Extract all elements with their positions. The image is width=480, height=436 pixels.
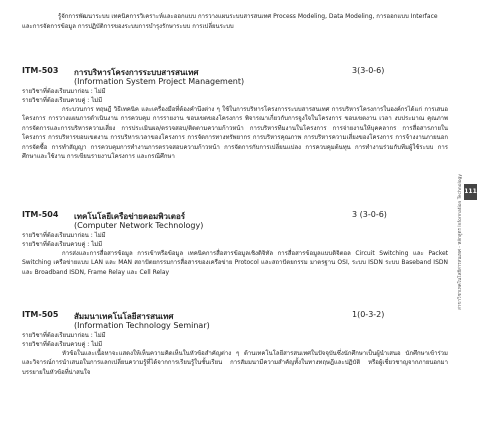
course-code: ITM-503 <box>22 66 59 75</box>
course-english-title: (Information Technology Seminar) <box>74 321 210 330</box>
course-prerequisite: รายวิชาที่ต้องเรียนมาก่อน : ไม่มี <box>22 88 106 95</box>
page-number-badge: 111 <box>464 184 477 200</box>
course-credit: 3(3-0-6) <box>352 66 385 75</box>
course-description: หัวข้อในและเนื้อหาจะแสดงให้เห็นความคิดเห็นในหัวข้อสำคัญต่าง ๆ ด้านเทคโนโลยีสารสนเทศในปัจจุบันซึ่งนักศึกษาเป็นผู้นำเสนอ นักศึกษาเข้าร่วม และวิจารณ์การนำเสนอในการแลกเปลี่ยนความรู้ที่ได้จากการเรียนรู้ในชั้นเรียน การสัมมนามีความสำคัญทั้งในทางทฤษฎีและปฏิบัติ หรือผู้เชี่ยวชาญจากภายนอกมาบรรยายในหัวข้อที่น่าสนใจ <box>22 350 448 376</box>
course-prerequisite: รายวิชาที่ต้องเรียนมาก่อน : ไม่มี <box>22 332 106 339</box>
course-prerequisite: รายวิชาที่ต้องเรียนมาก่อน : ไม่มี <box>22 232 106 239</box>
course-title: สัมมนาเทคโนโลยีสารสนเทศ <box>74 312 174 321</box>
course-code: ITM-505 <box>22 310 59 319</box>
course-code: ITM-504 <box>22 210 59 219</box>
course-credit: 1(0-3-2) <box>352 310 385 319</box>
course-corequisite: รายวิชาที่ต้องเรียนควบคู่ : ไม่มี <box>22 97 103 104</box>
side-tab-label-th: สาขาวิชาเทคโนโลยีสารสนเทศ - หลักสูตร <box>458 228 463 310</box>
course-header <box>22 310 448 321</box>
course-title: การบริหารโครงการระบบสารสนเทศ <box>74 68 199 77</box>
course-title: เทคโนโลยีเครือข่ายคอมพิวเตอร์ <box>74 212 186 221</box>
course-header <box>22 210 448 221</box>
course-description: การส่งและการสื่อสารข้อมูล การเข้าหรือข้อมูล เทคนิคการสื่อสารข้อมูลเชิงดิจิทัล การสื่อสารข้อมูลแบบดิจิตอล Circuit Switching และ Packet Switching เครือข่ายแบบ LAN และ MAN สถาปัตยกรรมการสื่อสารของเครือข่าย Protocol และสถาปัตยกรรม มาตรฐาน OSI, ระบบ ISDN ระบบ Baseband ISDN และ Broadband ISDN, Frame Relay และ Cell Relay <box>22 250 448 276</box>
side-tab-label-en: Information Technology <box>458 174 463 227</box>
side-tab-label <box>457 174 464 310</box>
course-itm-504 <box>22 210 448 277</box>
page-side-tab <box>458 170 480 310</box>
course-itm-505 <box>22 310 448 377</box>
course-itm-503 <box>22 66 448 161</box>
intro-paragraph: รู้จักการพัฒนาระบบ เทคนิคการวิเคราะห์และออกแบบ การวางแผนระบบสารสนเทศ Process Modeling, Data Modeling, การออกแบบ Interface และการจัดการข้อมูล การปฏิบัติการของระบบการบำรุงรักษาระบบ การเปลี่ยนระบบ <box>22 13 438 30</box>
course-corequisite: รายวิชาที่ต้องเรียนควบคู่ : ไม่มี <box>22 341 103 348</box>
course-credit: 3 (3-0-6) <box>352 210 387 219</box>
course-header <box>22 66 448 77</box>
course-english-title: (Computer Network Technology) <box>74 221 204 230</box>
course-corequisite: รายวิชาที่ต้องเรียนควบคู่ : ไม่มี <box>22 241 103 248</box>
course-english-title: (Information System Project Management) <box>74 77 245 86</box>
course-description: กระบวนการ ทฤษฎี วิธีเทคนิค และเครื่องมือที่ต้องคำนึงต่าง ๆ ใช้ในการบริหารโครงการระบบสารสนเทศ การบริหารโครงการในองค์กรได้แก่ การเสนอโครงการ การวางแผนการดำเนินงาน การควบคุม การรายงาน ขอบเขตของโครงการ พิจารณาเกี่ยวกับการจูงใจในโครงการ ขอบเขตงาน เวลา งบประมาณ คุณภาพ การจัดการและการบริหารความเสี่ยง การประเมินผล/ตรวจสอบ/ติดตามความก้าวหน้า การบริหารทีมงานในโครงการ การจ่ายงานให้บุคคลากร การสื่อสารภายในโครงการ การบริหารขอบเขตงาน การบริหารเวลาของโครงการ การจัดการทางทรัพยากร การบริหารคุณภาพ การบริหารความเสี่ยงของโครงการ การจ้างงานภายนอก การจัดซื้อ การทำสัญญา การควบคุมการทำงานการตรวจสอบความก้าวหน้า การจัดการกับการเปลี่ยนแปลง การควบคุมต้นทุน การทำงานร่วมกับทีมผู้ใช้ระบบ การศึกษาและใช้งาน การเขียนรายงานโครงการ และกรณีศึกษา <box>22 106 448 161</box>
